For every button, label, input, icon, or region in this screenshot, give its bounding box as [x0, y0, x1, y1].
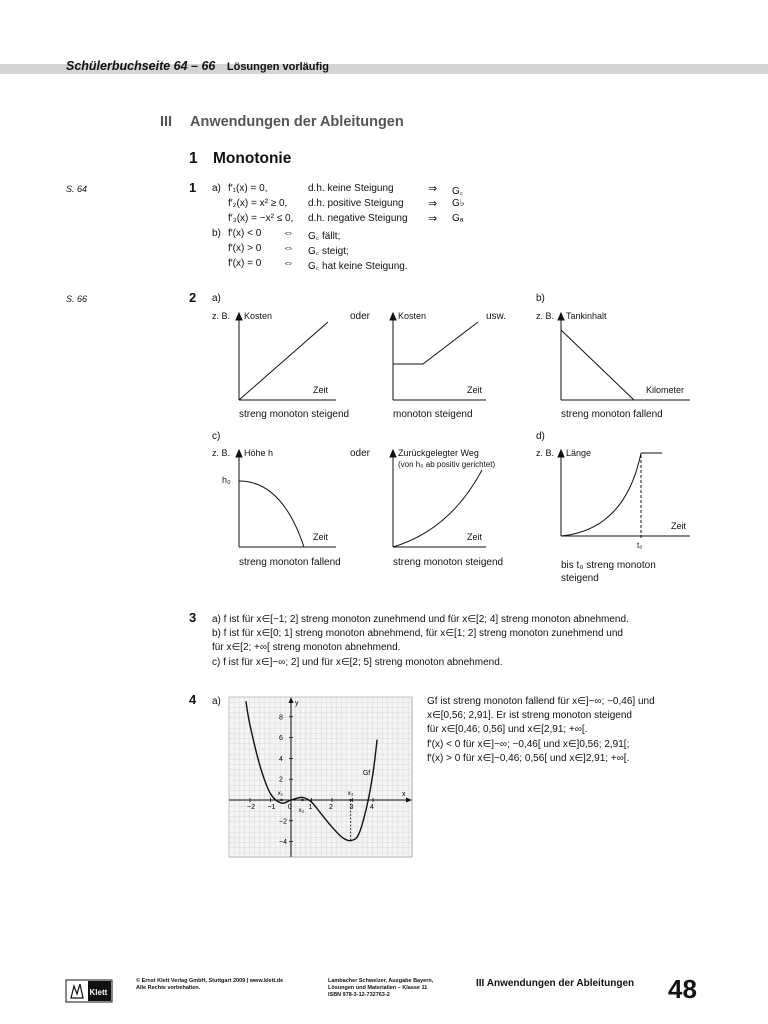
section-title: Monotonie	[213, 150, 292, 167]
g6-ylabel: Länge	[566, 448, 592, 458]
y-tick-label: 2	[279, 776, 283, 784]
g6-caption: bis t₀ streng monoton	[561, 560, 656, 571]
usw-label: usw.	[486, 311, 507, 322]
g1-caption: streng monoton steigend	[239, 409, 350, 420]
x-tick-label: −1	[267, 804, 276, 811]
task3-line: c) f ist für x∈]−∞; 2] und für x∈[2; 5] streng monoton abnehmend.	[212, 657, 503, 668]
g4-xlabel: Zeit	[313, 532, 329, 542]
page-number: 48	[668, 974, 697, 1004]
footer-book-info	[328, 978, 433, 999]
x-tick-label: 4	[370, 804, 374, 811]
chapter-title: Anwendungen der Ableitungen	[190, 114, 404, 130]
task1-b-desc: G꜀ steigt;	[308, 246, 349, 257]
g6-t0: t₀	[637, 541, 643, 550]
task-number-3: 3	[189, 610, 197, 625]
plot-grid	[229, 697, 412, 857]
task-number-2: 2	[189, 290, 197, 305]
task-number-4: 4	[189, 692, 197, 707]
x-tick-label: −2	[247, 804, 255, 811]
task4-a-label: a)	[212, 696, 221, 707]
g5-ylabel: Zurückgelegter Weg	[398, 448, 479, 458]
task1-b-desc: G꜀ fällt;	[308, 231, 341, 242]
g5-ylabel2: (von h₀ ab positiv gerichtet)	[398, 460, 496, 469]
task1-b-label: b)	[212, 228, 221, 239]
task3-line: b) f ist für x∈[0; 1] streng monoton abnehmend, für x∈[1; 2] streng monoton zunehmend und	[212, 628, 623, 639]
x-tick-label: 3	[349, 804, 354, 811]
header-title: Schülerbuchseite 64 – 66	[66, 59, 216, 73]
task1-a-graph: G♭	[452, 198, 465, 209]
extremum-point	[301, 799, 303, 801]
task4-line: x∈[0,56; 2,91]. Er ist streng monoton steigend	[427, 710, 632, 721]
page-ref-64: S. 64	[66, 184, 88, 194]
book-line: ISBN 978-3-12-732763-2	[328, 992, 390, 998]
section-number: 1	[189, 150, 198, 167]
plot-frame	[229, 697, 412, 857]
annotation-x2: x₂	[298, 807, 305, 814]
oder-label: oder	[350, 311, 371, 322]
g2-ylabel: Kosten	[398, 311, 427, 321]
task4-line: Gf ist streng monoton fallend für x∈]−∞; −0,46] und	[427, 696, 655, 707]
task1-b-expr: f′(x) = 0	[228, 258, 262, 269]
chapter-number: III	[160, 114, 173, 130]
task1-a-desc: d.h. positive Steigung	[308, 198, 404, 209]
g4-h0: h₀	[222, 475, 231, 485]
task-number-1: 1	[189, 180, 197, 195]
x-tick-label: 2	[329, 804, 333, 811]
page-ref-66: S. 66	[66, 294, 88, 304]
task3-line: a) f ist für x∈[−1; 2] streng monoton zunehmend und für x∈[2; 4] streng monoton abnehmend.	[212, 614, 629, 625]
klett-logo-text: Klett	[89, 988, 108, 997]
task1-a-expr: f′₂(x) = x² ≥ 0,	[228, 198, 288, 209]
y-tick-label: 8	[279, 714, 283, 722]
footer-copyright	[136, 978, 283, 992]
g3-xlabel: Kilometer	[646, 385, 685, 395]
g3-caption: streng monoton fallend	[561, 409, 663, 420]
y-tick-label: −4	[279, 839, 287, 847]
g2-caption: monoton steigend	[393, 409, 473, 420]
y-tick-label: −2	[279, 818, 287, 826]
y-tick-label: 6	[279, 735, 283, 743]
task1-a-expr: f′₁(x) = 0,	[228, 183, 268, 194]
g5-xlabel: Zeit	[467, 532, 483, 542]
task1-a-desc: d.h. keine Steigung	[308, 183, 394, 194]
task4-line: für x∈[0,46; 0,56] und x∈[2,91; +∞[.	[427, 724, 588, 735]
task2-a-label: a)	[212, 293, 221, 304]
copyright-line: © Ernst Klett Verlag GmbH, Stuttgart 2009 | www.klett.de	[136, 978, 284, 984]
book-line: Lambacher Schweizer, Ausgabe Bayern,	[328, 978, 434, 984]
g6-caption2: steigend	[561, 573, 599, 584]
annotation-x1: x₁	[277, 790, 284, 797]
zb-label: z. B.	[536, 311, 555, 321]
x-tick-label: 0	[288, 804, 292, 811]
task1-b-desc: G꜀ hat keine Steigung.	[308, 261, 408, 272]
annotation-gf: Gf	[362, 770, 371, 778]
task3-line: für x∈[2; +∞[ streng monoton abnehmend.	[212, 642, 401, 653]
task1-a-graph: G꜀	[452, 186, 464, 197]
x-axis-label: x	[402, 791, 406, 798]
task1-a-graph: Gₐ	[452, 213, 464, 224]
klett-logo	[66, 980, 112, 1002]
extremum-point	[349, 799, 351, 801]
g3-ylabel: Tankinhalt	[566, 311, 607, 321]
task4-line: f′(x) < 0 für x∈]−∞; −0,46[ und x∈]0,56; 2,91[;	[427, 739, 630, 750]
equivalence-icon: ⇔	[283, 257, 294, 269]
task1-a-expr: f′₃(x) = −x² ≤ 0,	[228, 213, 294, 224]
task1-a-label: a)	[212, 183, 221, 194]
task4-line: f′(x) > 0 für x∈]−0,46; 0,56[ und x∈]2,91; +∞[.	[427, 753, 630, 764]
g1-xlabel: Zeit	[313, 385, 329, 395]
g4-caption: streng monoton fallend	[239, 557, 341, 568]
implies-icon: ⇒	[428, 183, 438, 195]
y-tick-label: 4	[279, 755, 283, 763]
equivalence-icon: ⇔	[283, 227, 294, 239]
oder-label: oder	[350, 448, 371, 459]
equivalence-icon: ⇔	[283, 242, 294, 254]
task2-c-label: c)	[212, 431, 221, 442]
g6-xlabel: Zeit	[671, 521, 687, 531]
x-tick-label: 1	[308, 804, 313, 811]
zb-label: z. B.	[212, 448, 231, 458]
task1-a-desc: d.h. negative Steigung	[308, 213, 408, 224]
g2-xlabel: Zeit	[467, 385, 483, 395]
annotation-x3: x₃	[347, 790, 354, 797]
y-axis-label: y	[295, 700, 299, 707]
footer-chapter: III Anwendungen der Ableitungen	[476, 978, 635, 989]
task1-b-expr: f′(x) > 0	[228, 243, 262, 254]
copyright-line: Alle Rechte vorbehalten.	[136, 985, 201, 991]
task2-b-label: b)	[536, 293, 545, 304]
function-plot	[229, 697, 412, 857]
zb-label: z. B.	[536, 448, 555, 458]
book-line: Lösungen und Materialien – Klasse 11	[328, 985, 428, 991]
zb-label: z. B.	[212, 311, 231, 321]
header-subtitle: Lösungen vorläufig	[226, 61, 329, 73]
implies-icon: ⇒	[428, 213, 438, 225]
task2-d-label: d)	[536, 431, 545, 442]
implies-icon: ⇒	[428, 198, 438, 210]
task1-b-expr: f′(x) < 0	[228, 228, 262, 239]
g5-caption: streng monoton steigend	[393, 557, 504, 568]
g1-ylabel: Kosten	[244, 311, 273, 321]
extremum-point	[280, 799, 282, 801]
g4-ylabel: Höhe h	[244, 448, 274, 458]
